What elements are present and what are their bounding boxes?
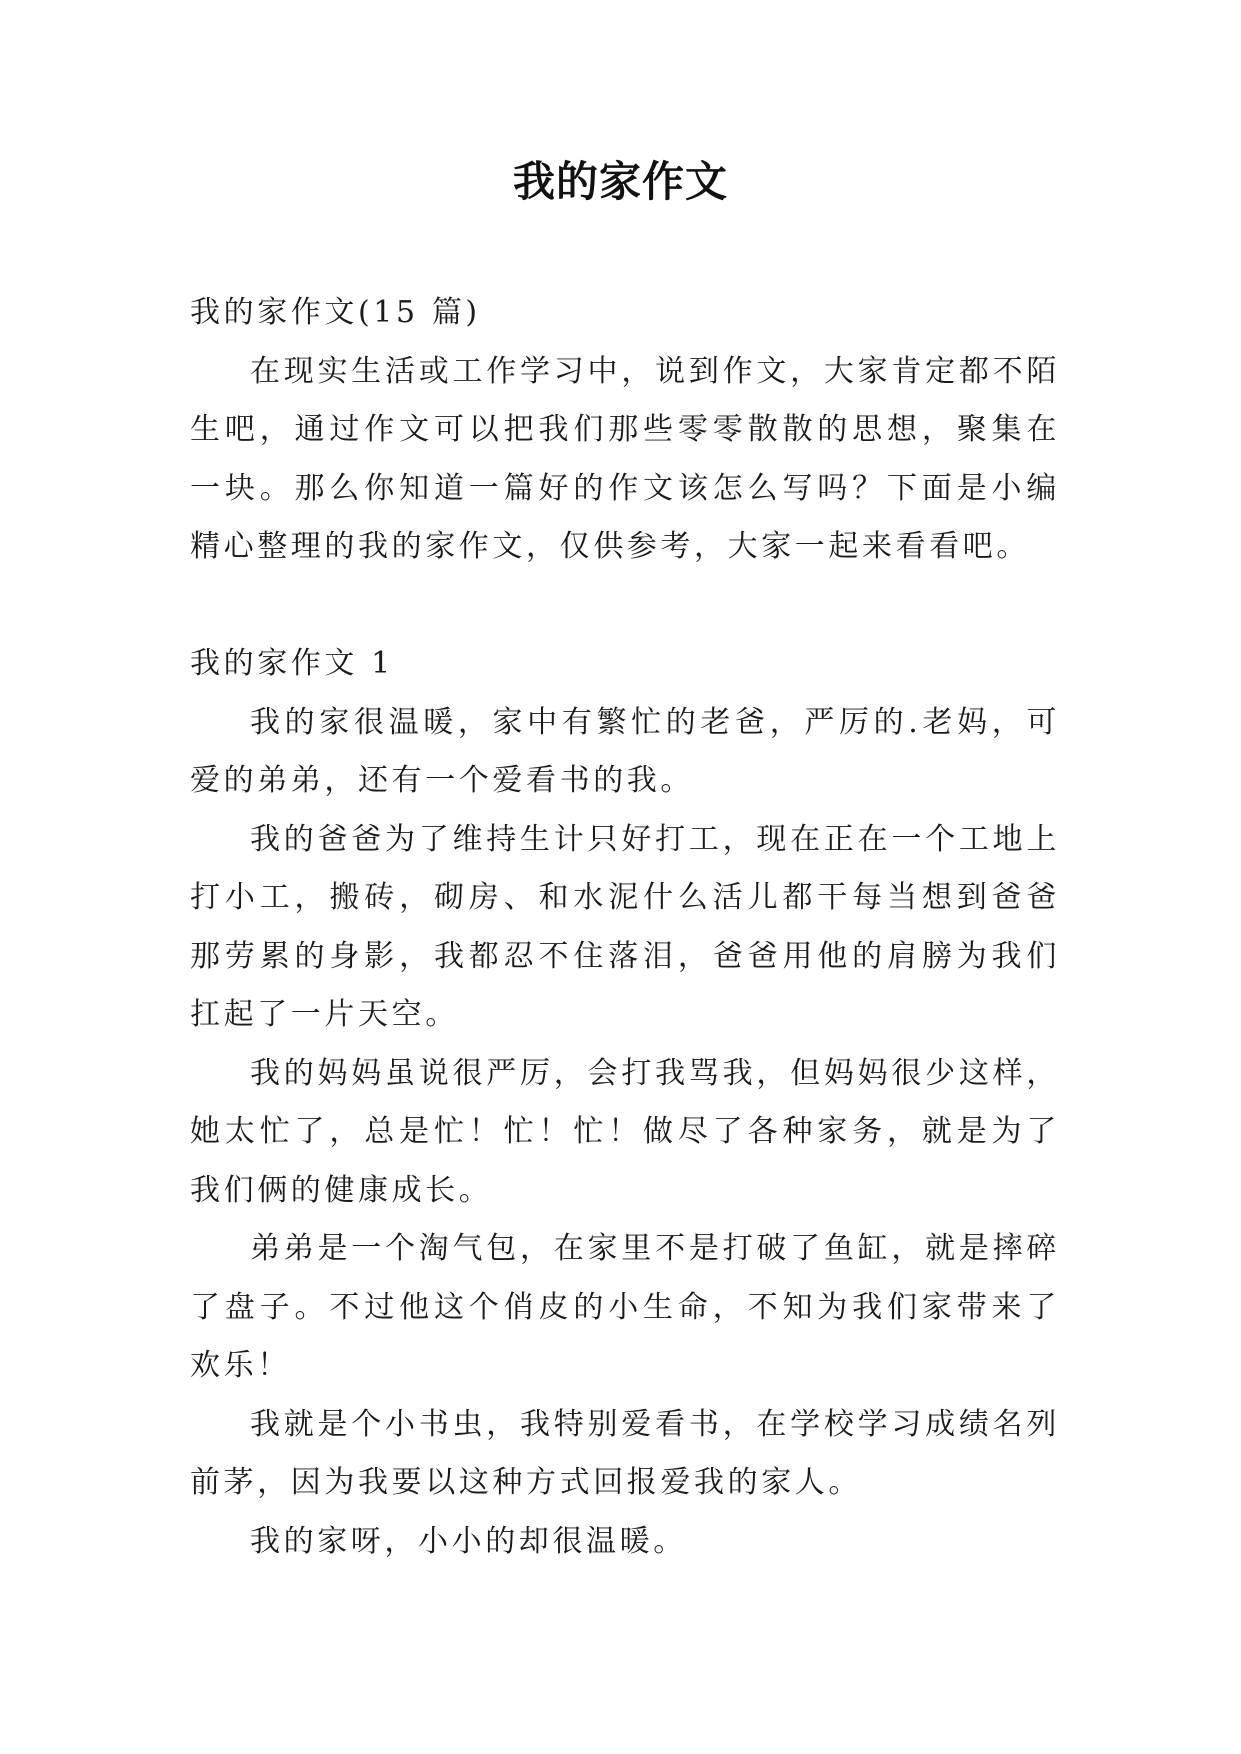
essay-paragraph: 我的妈妈虽说很严厉，会打我骂我，但妈妈很少这样，她太忙了，总是忙！忙！忙！做尽了各种家务，就是为了我们俩的健康成长。 <box>190 1055 1060 1208</box>
essay-paragraph: 我就是个小书虫，我特别爱看书，在学校学习成绩名列前茅，因为我要以这种方式回报爱我的家人。 <box>190 1406 1060 1500</box>
document-title: 我的家作文 <box>512 157 728 206</box>
essay-paragraph: 弟弟是一个淘气包，在家里不是打破了鱼缸，就是摔碎了盘子。不过他这个俏皮的小生命，不知为我们家带来了欢乐！ <box>190 1231 1060 1383</box>
essay-paragraph: 我的爸爸为了维持生计只好打工，现在正在一个工地上打小工，搬砖，砌房、和水泥什么活儿都干每当想到爸爸那劳累的身影，我都忍不住落泪，爸爸用他的肩膀为我们扛起了一片天空。 <box>190 821 1060 1032</box>
intro-paragraph: 在现实生活或工作学习中，说到作文，大家肯定都不陌生吧，通过作文可以把我们那些零零散散的思想，聚集在一块。那么你知道一篇好的作文该怎么写吗？下面是小编精心整理的我的家作文，仅供参考，大家一起来看看吧。 <box>190 353 1060 564</box>
essay-paragraph: 我的家呀，小小的却很温暖。 <box>250 1523 687 1559</box>
essay-paragraph: 我的家很温暖，家中有繁忙的老爸，严厉的.老妈，可爱的弟弟，还有一个爱看书的我。 <box>190 704 1060 798</box>
document-body <box>190 284 1060 1571</box>
section-spacer <box>190 577 1060 636</box>
essay-heading: 我的家作文 1 <box>190 646 394 681</box>
collection-heading: 我的家作文(15 篇) <box>190 295 481 330</box>
